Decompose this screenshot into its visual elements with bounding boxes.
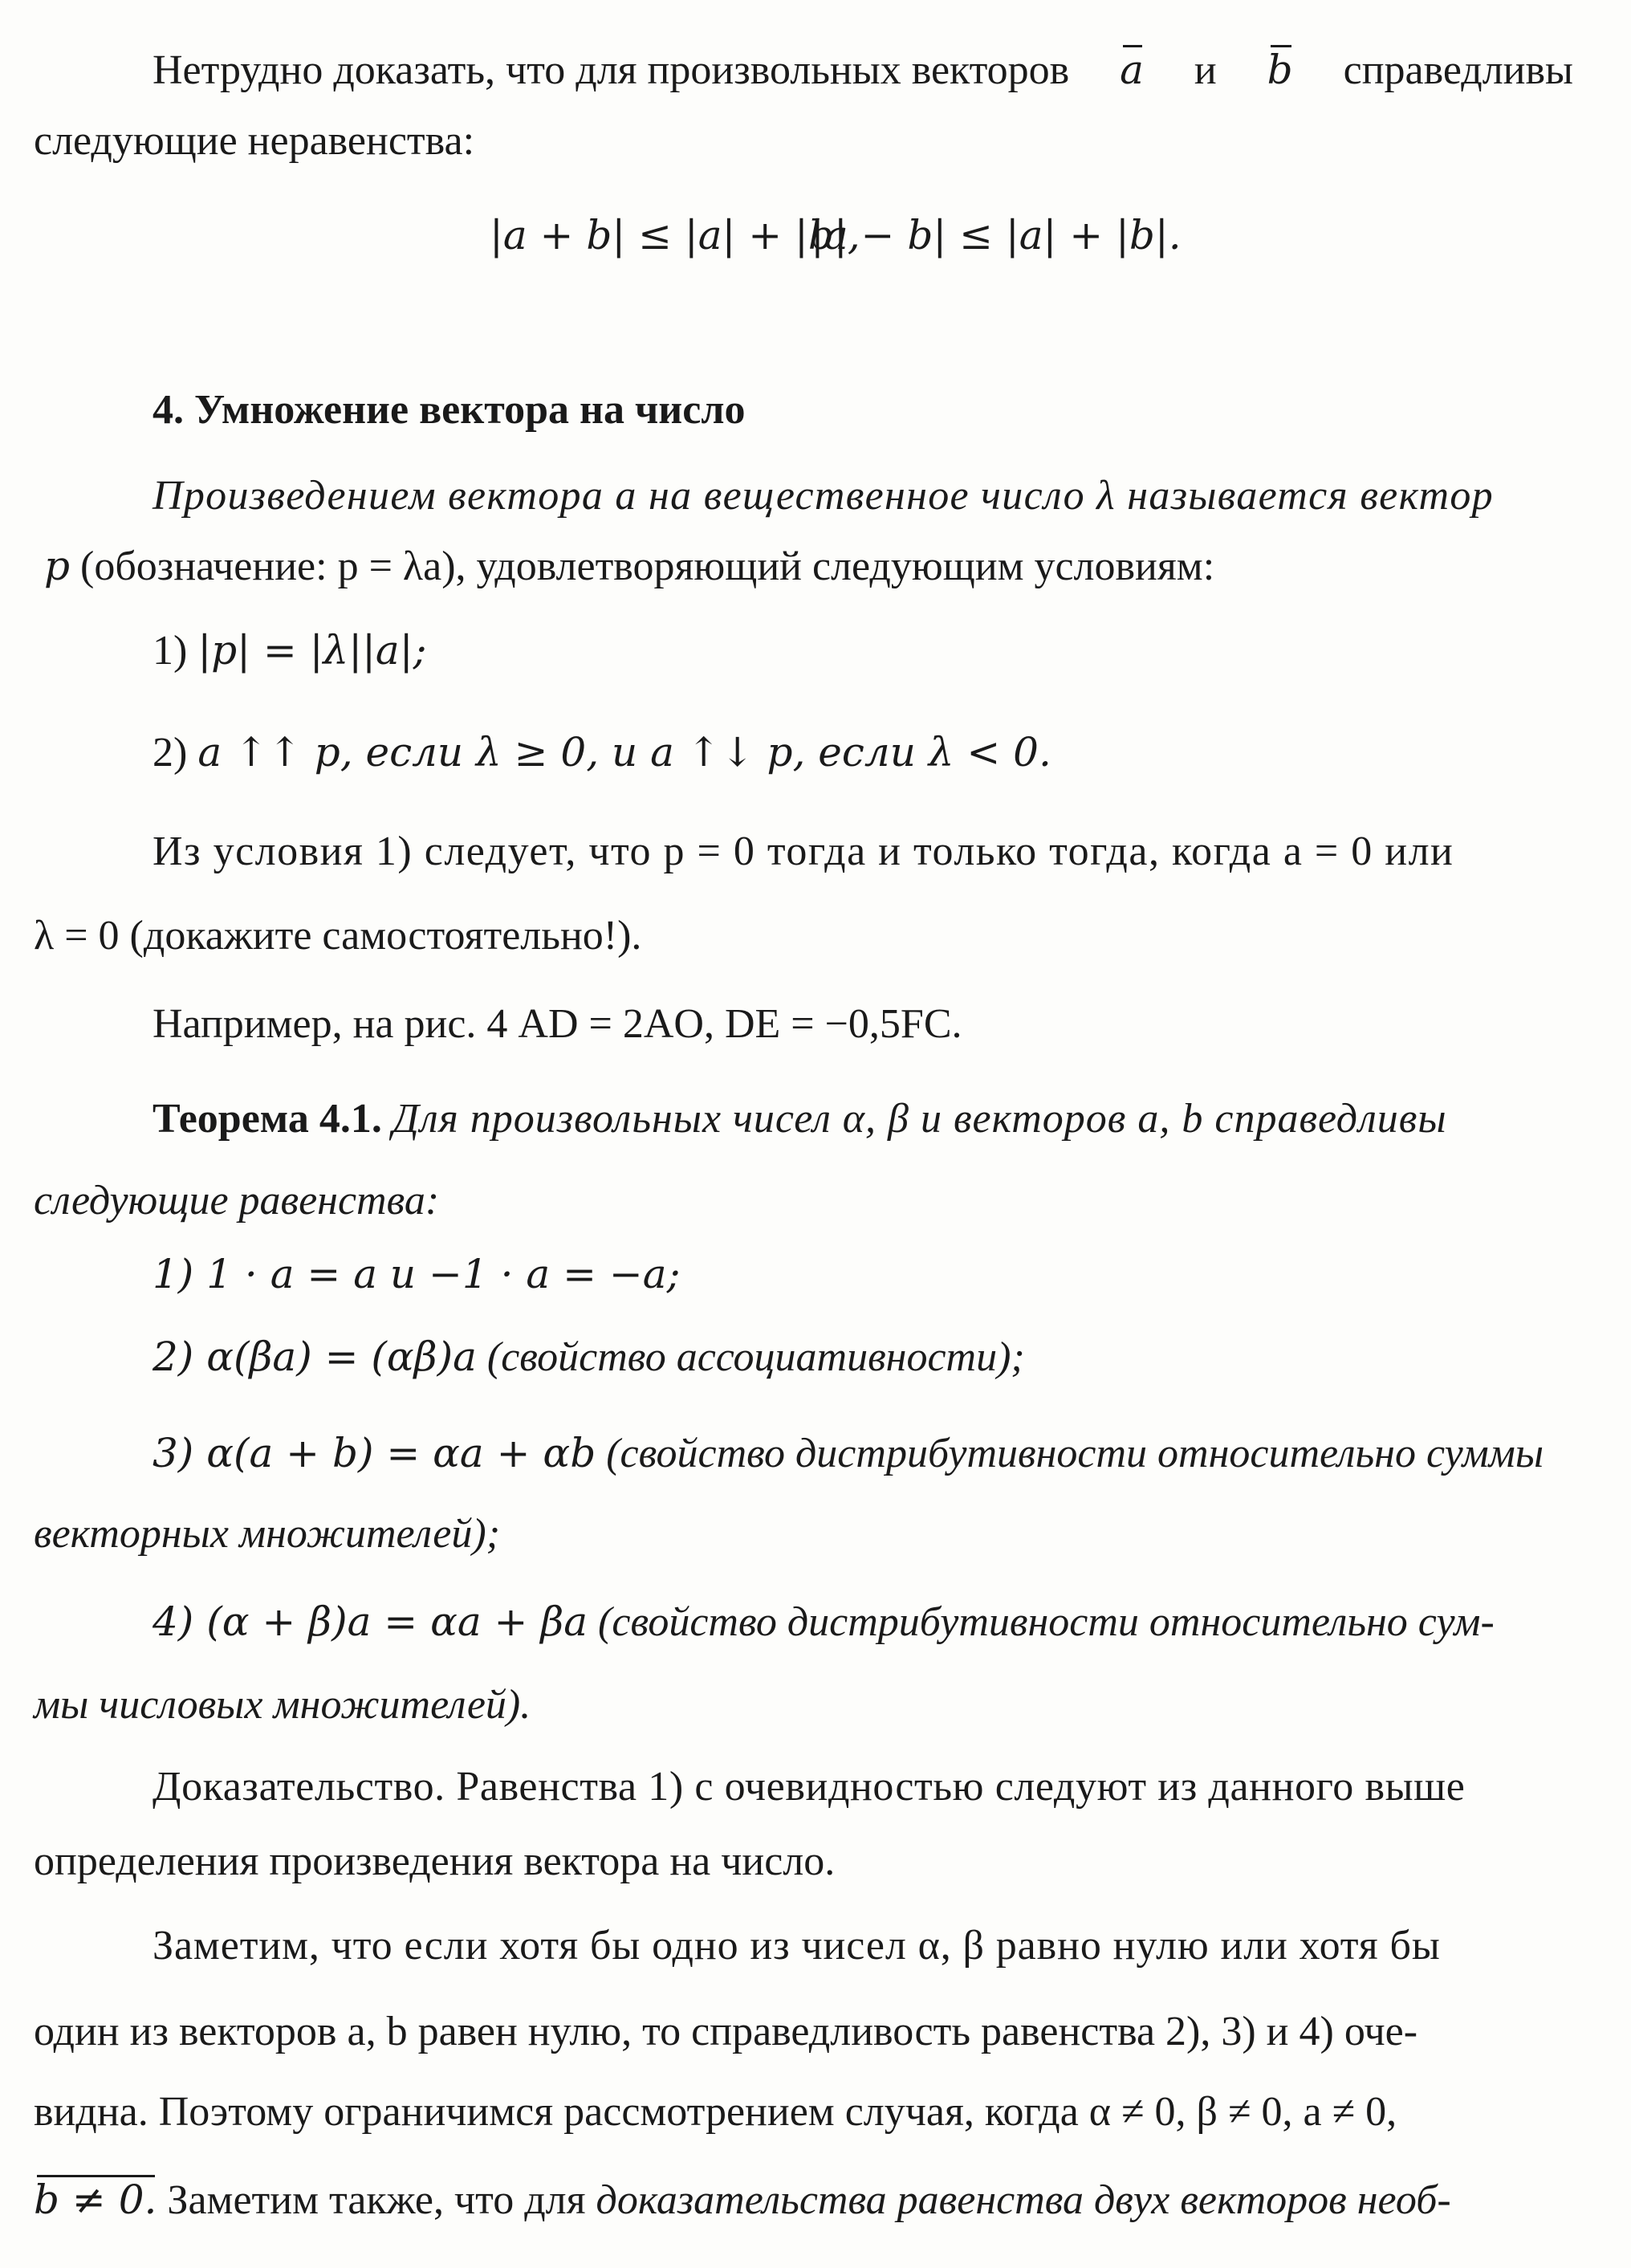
remark-line-4: [34, 2176, 1451, 2223]
vector-b: b: [1267, 47, 1293, 93]
equality-2-note: (свойство ассоциативности);: [486, 1334, 1025, 1380]
condition-1-formula: |p| = |λ||a|;: [197, 627, 427, 674]
equality-4-line-2: мы числовых множителей).: [34, 1682, 531, 1728]
theorem-label: Теорема 4.1.: [153, 1096, 382, 1142]
section-title: 4. Умножение вектора на число: [153, 387, 746, 433]
example-line: Например, на рис. 4 AD = 2AO, DE = −0,5FC.: [153, 1001, 962, 1047]
remark-line-2: один из векторов a, b равен нулю, то справедливость равенства 2), 3) и 4) оче-: [34, 2009, 1418, 2054]
theorem-text: Для произвольных чисел α, β и векторов a, b справедливы: [392, 1096, 1447, 1142]
equality-4-formula: 4) (α + β)a = αa + βa: [153, 1598, 588, 1645]
theorem-line-2: следующие равенства:: [34, 1178, 440, 1224]
condition-1-number: 1): [153, 628, 188, 674]
equality-3: [153, 1430, 1544, 1476]
consequence-line-2: λ = 0 (докажите самостоятельно!).: [34, 913, 642, 959]
condition-1: [153, 627, 427, 674]
intro-line-1: [153, 47, 1573, 93]
definition-line-2: [44, 543, 1215, 589]
condition-2-number: 2): [153, 730, 188, 776]
remark-formula: b ≠ 0.: [34, 2176, 157, 2223]
equality-4-note: (свойство дистрибутивности относительно сум-: [598, 1599, 1495, 1645]
intro-text-1: Нетрудно доказать, что для произвольных векторов: [153, 47, 1070, 93]
equality-2: [153, 1334, 1025, 1380]
remark-italic-text: доказательства равенства двух векторов необ-: [596, 2177, 1451, 2223]
remark-line-3: видна. Поэтому ограничимся рассмотрением случая, когда α ≠ 0, β ≠ 0, a ≠ 0,: [34, 2089, 1397, 2135]
proof-line-2: определения произведения вектора на число.: [34, 1838, 836, 1884]
vector-a: a: [1120, 47, 1144, 93]
equality-2-formula: 2) α(βa) = (αβ)a: [153, 1334, 477, 1380]
consequence-line-1: Из условия 1) следует, что p = 0 тогда и только тогда, когда a = 0 или: [153, 829, 1454, 874]
condition-2: [153, 729, 1051, 776]
remark-text: Заметим также, что для: [167, 2177, 586, 2223]
condition-2-formula: a ↑↑ p, если λ ≥ 0, и a ↑↓ p, если λ < 0.: [197, 729, 1051, 776]
proof-line-1: Доказательство. Равенства 1) с очевидностью следуют из данного выше: [153, 1764, 1466, 1810]
inequality-2: |a − b| ≤ |a| + |b|.: [811, 212, 1182, 259]
equality-1: 1) 1 · a = a и −1 · a = −a;: [153, 1251, 681, 1297]
remark-line-1: Заметим, что если хотя бы одно из чисел α, β равно нулю или хотя бы: [153, 1923, 1441, 1969]
intro-line-2: следующие неравенства:: [34, 118, 475, 164]
inequality-1: |a + b| ≤ |a| + |b|,: [490, 212, 860, 259]
equality-3-note: (свойство дистрибутивности относительно суммы: [606, 1431, 1544, 1476]
intro-and: и: [1194, 47, 1217, 93]
equality-4: [153, 1598, 1495, 1645]
intro-text-2: справедливы: [1343, 47, 1573, 93]
equality-3-formula: 3) α(a + b) = αa + αb: [153, 1430, 596, 1476]
definition-line-1: Произведением вектора a на вещественное число λ называется вектор: [153, 473, 1494, 519]
equality-3-line-2: векторных множителей);: [34, 1511, 501, 1557]
vector-p: p: [44, 543, 71, 589]
definition-rest: (обозначение: p = λa), удовлетворяющий следующим условиям:: [80, 544, 1215, 589]
theorem-line-1: [153, 1098, 1447, 1140]
